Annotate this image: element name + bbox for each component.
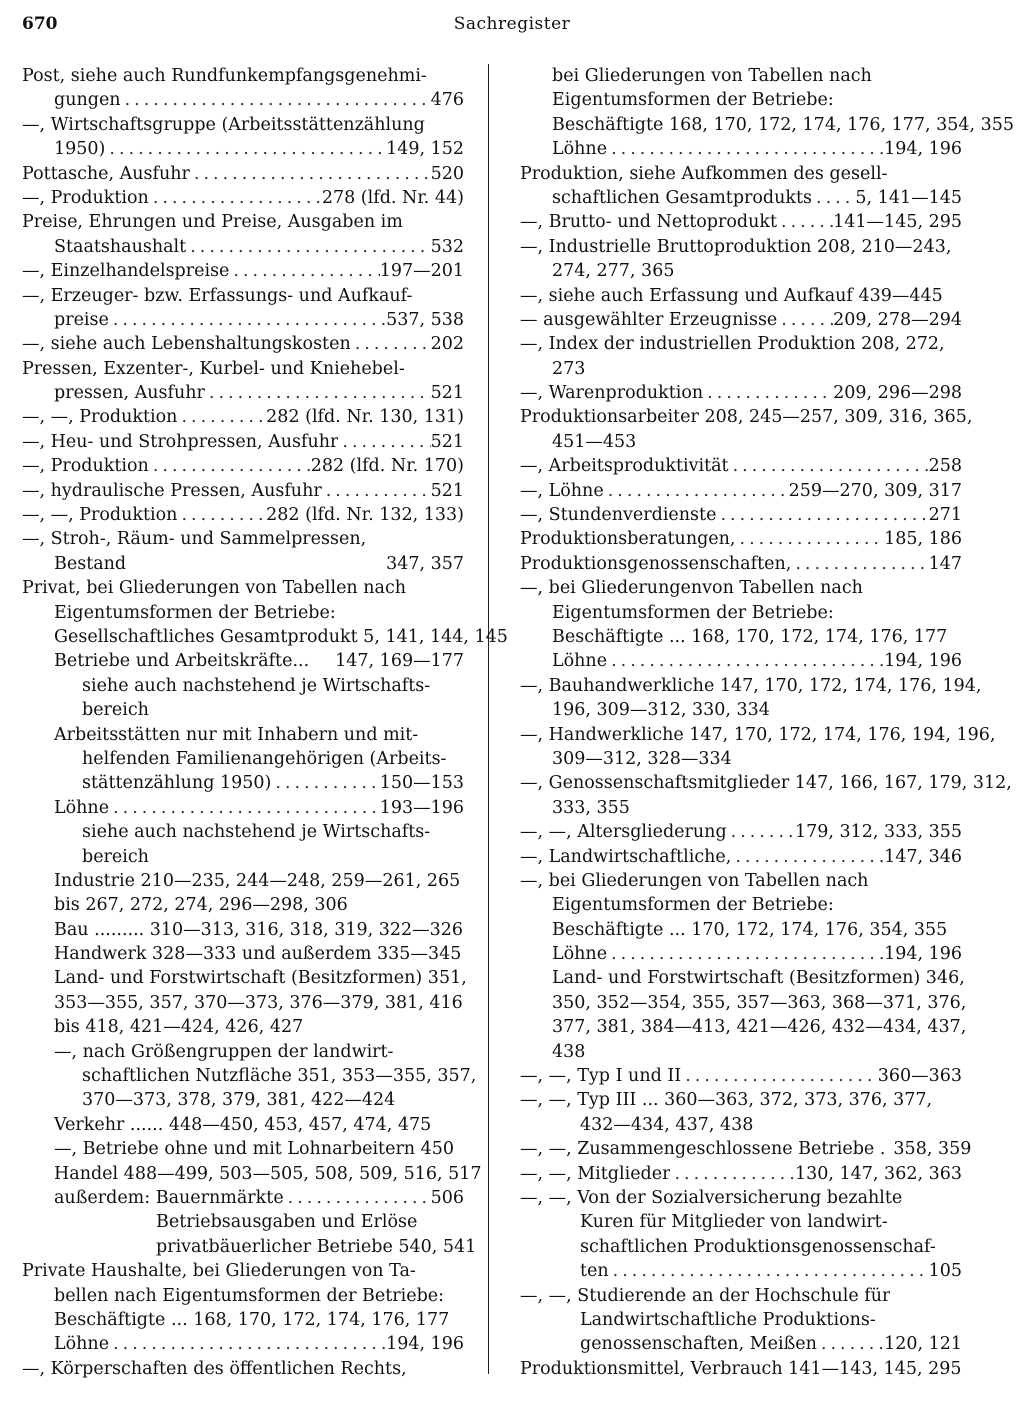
index-entry-text: privatbäuerlicher Betriebe 540, 541: [156, 1236, 477, 1257]
index-entry-text: —, Heu- und Strohpressen, Ausfuhr: [22, 431, 339, 452]
index-entry-text: —, —, Altersgliederung: [520, 822, 727, 843]
index-entry: [22, 527, 464, 551]
index-entry: [520, 1040, 962, 1064]
index-entry-text: 353—355, 357, 370—373, 376—379, 381, 416: [54, 992, 463, 1013]
index-entry: [520, 88, 962, 112]
index-entry: [520, 1259, 962, 1283]
index-entry-text: —, Index der industriellen Produktion 208, 272,: [520, 334, 945, 355]
index-entry: [22, 332, 464, 356]
index-entry: [22, 1357, 464, 1381]
index-entry-text: —, nach Größengruppen der landwirt-: [54, 1041, 394, 1062]
index-entry-text: Eigentumsformen der Betriebe:: [552, 90, 834, 111]
index-entry-pages: 5, 141—145: [855, 187, 962, 208]
index-entry-text: siehe auch nachstehend je Wirtschafts-: [82, 675, 431, 696]
index-entry: [520, 820, 962, 844]
index-entry-text: —, —, Studierende an der Hochschule für: [520, 1285, 891, 1306]
leader-dots: [777, 308, 833, 332]
index-entry-pages: 506: [430, 1187, 464, 1208]
index-entry: [520, 796, 962, 820]
index-entry-pages: 150—153: [379, 773, 464, 794]
index-entry-text: —, Betriebe ohne und mit Lohnarbeitern 450: [54, 1139, 455, 1160]
index-entry-text: —, Industrielle Bruttoproduktion 208, 210—243,: [520, 236, 952, 257]
leader-dots: [149, 454, 311, 478]
index-entry-text: Preise, Ehrungen und Preise, Ausgaben im: [22, 212, 403, 233]
leader-dots: [177, 405, 266, 429]
index-entry-text: Produktionsgenossenschaften,: [520, 553, 792, 574]
leader-dots: [812, 186, 855, 210]
index-entry: [520, 503, 962, 527]
leader-dots: [109, 1332, 386, 1356]
index-entry: [22, 430, 464, 454]
index-entry-text: —, Stundenverdienste: [520, 505, 717, 526]
index-entry-text: bereich: [82, 700, 149, 721]
index-entry-text: 274, 277, 365: [552, 261, 675, 282]
index-entry: [22, 991, 464, 1015]
index-entry-pages: 194, 196: [386, 1334, 464, 1355]
index-entry-text: Beschäftigte ... 170, 172, 174, 176, 354, 355: [552, 919, 948, 940]
index-entry: [520, 918, 962, 942]
leader-dots: [609, 1259, 929, 1283]
index-entry: [22, 1040, 464, 1064]
leader-dots: [284, 1186, 431, 1210]
index-entry: [22, 454, 464, 478]
index-entry-pages: 532: [430, 236, 464, 257]
leader-dots: [149, 186, 322, 210]
index-entry-pages: 271: [928, 505, 962, 526]
index-entry: [520, 625, 962, 649]
index-entry: [520, 405, 973, 429]
index-entry-pages: 521: [430, 383, 464, 404]
index-entry: [22, 1259, 464, 1283]
index-entry-text: Pressen, Exzenter-, Kurbel- und Kniehebel-: [22, 358, 405, 379]
index-entry-pages: 282 (lfd. Nr. 130, 131): [266, 407, 464, 428]
index-entry: [520, 649, 962, 673]
index-entry: [22, 820, 464, 844]
index-entry: [520, 113, 1015, 137]
index-entry-text: außerdem: Bauernmärkte: [54, 1187, 284, 1208]
index-entry: [520, 601, 962, 625]
index-entry-pages: 476: [430, 90, 464, 111]
leader-dots: [777, 210, 833, 234]
index-entry-text: Produktion, siehe Aufkommen des gesell-: [520, 163, 888, 184]
index-entry-text: Handwerk 328—333 und außerdem 335—345: [54, 944, 462, 965]
index-entry-pages: 209, 296—298: [833, 383, 962, 404]
index-entry-text: bellen nach Eigentumsformen der Betriebe:: [54, 1285, 445, 1306]
index-entry-text: schaftlichen Produktionsgenossenschaf-: [580, 1236, 936, 1257]
index-entry: [22, 698, 464, 722]
leader-dots: [670, 1162, 795, 1186]
leader-dots: [351, 332, 431, 356]
index-entry: [520, 137, 962, 161]
index-entry: [22, 1186, 464, 1210]
index-entry-text: bis 267, 272, 274, 296—298, 306: [54, 895, 348, 916]
index-entry-text: Bau ......... 310—313, 316, 318, 319, 322—326: [54, 919, 464, 940]
index-entry-text: Kuren für Mitglieder von landwirt-: [580, 1212, 888, 1233]
index-entry: [520, 186, 962, 210]
index-entry-text: Eigentumsformen der Betriebe:: [54, 602, 336, 623]
index-entry-pages: 358, 359: [893, 1139, 972, 1160]
index-entry-text: Privat, bei Gliederungen von Tabellen nach: [22, 578, 407, 599]
index-entry-text: Bestand: [54, 553, 127, 574]
index-entry-text: —, —, Produktion: [22, 505, 178, 526]
index-entry-pages: 147: [928, 553, 962, 574]
index-entry-text: —, Löhne: [520, 480, 604, 501]
index-entry-text: siehe auch nachstehend je Wirtschafts-: [82, 822, 431, 843]
index-entry: [22, 1210, 464, 1234]
index-entry-text: —, Einzelhandelspreise: [22, 261, 230, 282]
index-entry: [520, 1284, 962, 1308]
index-entry: [520, 479, 962, 503]
index-entry-text: 438: [552, 1041, 586, 1062]
index-entry: [520, 723, 996, 747]
index-entry-pages: 202: [430, 334, 464, 355]
leader-dots: [190, 162, 431, 186]
index-entry: [22, 1162, 482, 1186]
index-entry: [520, 771, 1012, 795]
index-entry-text: Löhne: [552, 139, 608, 160]
index-entry: [22, 503, 464, 527]
index-entry: [520, 1235, 962, 1259]
index-entry: [22, 1088, 464, 1112]
index-entry: [520, 1113, 962, 1137]
index-entry-text: bereich: [82, 846, 149, 867]
index-entry: [22, 1137, 464, 1161]
index-entry: [520, 552, 962, 576]
index-entry: [520, 1210, 962, 1234]
index-entry-text: 333, 355: [552, 797, 630, 818]
index-entry: [22, 966, 467, 990]
index-entry-pages: 147, 346: [884, 846, 962, 867]
index-entry: [22, 674, 464, 698]
index-entry-text: Landwirtschaftliche Produktions-: [580, 1309, 876, 1330]
index-entry: [22, 186, 464, 210]
page-header: Sachregister: [453, 14, 571, 34]
index-entry-text: schaftlichen Nutzfläche 351, 353—355, 357,: [82, 1066, 477, 1087]
index-entry: [520, 942, 962, 966]
leader-dots: [109, 308, 386, 332]
index-entry-text: Land- und Forstwirtschaft (Besitzformen) 351,: [54, 968, 467, 989]
leader-dots: [604, 479, 789, 503]
index-entry-text: Beschäftigte ... 168, 170, 172, 174, 176, 177: [552, 626, 948, 647]
index-entry-text: 451—453: [552, 431, 637, 452]
leader-dots: [817, 1332, 884, 1356]
index-entry-pages: 282 (lfd. Nr. 132, 133): [266, 505, 464, 526]
index-entry: [22, 405, 464, 429]
index-entry: [520, 454, 962, 478]
index-entry-text: —, bei Gliederungenvon Tabellen nach: [520, 578, 863, 599]
index-entry-text: Betriebsausgaben und Erlöse: [156, 1212, 418, 1233]
index-entry-pages: 141—145, 295: [833, 212, 962, 233]
index-entry: [520, 1332, 962, 1356]
index-entry: [22, 1113, 464, 1137]
index-entry: [520, 1186, 962, 1210]
index-entry-text: 196, 309—312, 330, 334: [552, 700, 770, 721]
leader-dots: [607, 649, 884, 673]
index-entry-text: — ausgewählter Erzeugnisse: [520, 309, 778, 330]
index-entry-text: 432—434, 437, 438: [580, 1114, 754, 1135]
index-entry-text: helfenden Familienangehörigen (Arbeits-: [82, 748, 447, 769]
index-entry-pages: 185, 186: [884, 529, 962, 550]
index-entry: [22, 625, 508, 649]
index-entry: [22, 235, 464, 259]
leader-dots: [729, 454, 929, 478]
index-entry-text: genossenschaften, Meißen: [580, 1334, 817, 1355]
index-entry-pages: 521: [430, 431, 464, 452]
index-entry-text: —, —, Typ I und II: [520, 1066, 682, 1087]
index-entry-text: gungen: [54, 90, 121, 111]
index-column-right: [520, 64, 1015, 1381]
column-divider: [488, 64, 489, 1374]
index-entry: [22, 869, 464, 893]
index-entry-text: 273: [552, 358, 586, 379]
index-entry: [520, 162, 962, 186]
index-entry: [520, 698, 962, 722]
leader-dots: [607, 942, 884, 966]
index-entry-text: —, siehe auch Erfassung und Aufkauf 439—445: [520, 285, 943, 306]
leader-dots: [703, 381, 833, 405]
index-entry: [520, 845, 962, 869]
index-entry: [22, 747, 464, 771]
leader-dots: [271, 771, 379, 795]
index-entry: [520, 210, 962, 234]
index-entry: [520, 430, 962, 454]
index-entry-pages: 147, 169—177: [335, 651, 464, 672]
index-entry-text: —, Körperschaften des öffentlichen Rechts,: [22, 1358, 407, 1379]
index-entry-text: Betriebe und Arbeitskräfte...: [54, 651, 310, 672]
index-entry-text: Produktionsberatungen,: [520, 529, 736, 550]
index-entry-pages: 282 (lfd. Nr. 170): [310, 456, 464, 477]
index-entry-text: Land- und Forstwirtschaft (Besitzformen) 346,: [552, 968, 965, 989]
index-entry-text: Eigentumsformen der Betriebe:: [552, 895, 834, 916]
leader-dots: [736, 527, 885, 551]
index-entry-pages: 209, 278—294: [833, 309, 962, 330]
index-entry: [22, 649, 464, 673]
leader-dots: [205, 381, 431, 405]
index-entry-text: Verkehr ...... 448—450, 453, 457, 474, 475: [54, 1114, 432, 1135]
index-entry: [22, 479, 464, 503]
index-entry: [520, 357, 962, 381]
index-entry: [520, 64, 962, 88]
index-entry-pages: 130, 147, 362, 363: [795, 1163, 962, 1184]
index-entry-text: ten: [580, 1261, 609, 1282]
leader-dots: [177, 503, 266, 527]
index-entry-text: Industrie 210—235, 244—248, 259—261, 265: [54, 870, 461, 891]
leader-dots: [322, 479, 431, 503]
leader-dots: [121, 88, 431, 112]
index-entry-pages: 194, 196: [884, 139, 962, 160]
index-entry-pages: 105: [928, 1261, 962, 1282]
index-entry-text: 370—373, 378, 379, 381, 422—424: [82, 1090, 396, 1111]
index-entry-text: Post, siehe auch Rundfunkempfangsgenehmi-: [22, 66, 427, 86]
index-entry-text: —, Bauhandwerkliche 147, 170, 172, 174, 176, 194,: [520, 675, 982, 696]
index-entry-pages: 194, 196: [884, 651, 962, 672]
index-entry: [22, 162, 464, 186]
index-entry-text: Löhne: [54, 797, 110, 818]
index-entry-pages: 120, 121: [884, 1334, 962, 1355]
index-entry: [520, 381, 962, 405]
index-entry: [520, 1137, 972, 1161]
index-entry-text: —, Landwirtschaftliche,: [520, 846, 732, 867]
index-entry-text: —, Handwerkliche 147, 170, 172, 174, 176, 194, 196,: [520, 724, 996, 745]
index-entry-text: Beschäftigte ... 168, 170, 172, 174, 176, 177: [54, 1309, 450, 1330]
index-entry-text: 1950): [54, 139, 106, 160]
leader-dots: [607, 137, 884, 161]
index-entry-text: —, —, Zusammengeschlossene Betriebe .: [520, 1139, 886, 1160]
index-entry-text: 309—312, 328—334: [552, 748, 732, 769]
index-entry-text: —, Arbeitsproduktivität: [520, 456, 729, 477]
index-entry-text: —, bei Gliederungen von Tabellen nach: [520, 870, 869, 891]
index-entry-text: —, Wirtschaftsgruppe (Arbeitsstättenzählung: [22, 114, 425, 135]
index-entry: [520, 747, 962, 771]
index-entry-text: 350, 352—354, 355, 357—363, 368—371, 376,: [552, 992, 967, 1013]
index-entry: [22, 918, 464, 942]
index-entry: [22, 1332, 464, 1356]
index-entry-text: Pottasche, Ausfuhr: [22, 163, 190, 184]
index-entry: [520, 1015, 967, 1039]
index-entry: [520, 674, 982, 698]
index-entry: [22, 1235, 477, 1259]
index-entry-text: —, Erzeuger- bzw. Erfassungs- und Aufkauf-: [22, 285, 413, 306]
index-entry: [520, 1064, 962, 1088]
index-entry: [520, 308, 962, 332]
index-entry: [520, 893, 962, 917]
index-entry-pages: 193—196: [379, 797, 464, 818]
index-entry: [22, 796, 464, 820]
index-entry-text: Produktionsarbeiter 208, 245—257, 309, 316, 365,: [520, 407, 973, 428]
leader-dots: [229, 259, 379, 283]
index-entry-text: Löhne: [54, 1334, 110, 1355]
index-entry-text: preise: [54, 309, 109, 330]
index-column-left: [22, 64, 508, 1381]
index-entry: [520, 235, 962, 259]
index-entry: [22, 576, 464, 600]
index-entry: [22, 308, 464, 332]
index-entry-text: —, Genossenschaftsmitglieder 147, 166, 167, 179, 312,: [520, 773, 1012, 794]
index-entry-pages: 149, 152: [386, 139, 464, 160]
index-entry: [520, 332, 962, 356]
index-entry: [22, 210, 464, 234]
index-entry: [520, 991, 967, 1015]
leader-dots: [186, 235, 430, 259]
index-entry-text: —, Stroh-, Räum- und Sammelpressen,: [22, 529, 367, 550]
index-entry-pages: 278 (lfd. Nr. 44): [321, 187, 464, 208]
leader-dots: [105, 137, 386, 161]
index-entry: [520, 1357, 962, 1381]
index-entry-text: Staatshaushalt: [54, 236, 187, 257]
index-entry: [520, 527, 962, 551]
index-entry-text: Arbeitsstätten nur mit Inhabern und mit-: [54, 724, 419, 745]
index-entry: [22, 601, 464, 625]
index-entry-text: —, siehe auch Lebenshaltungskosten: [22, 334, 351, 355]
leader-dots: [731, 845, 884, 869]
index-entry: [22, 723, 464, 747]
index-entry-text: —, hydraulische Pressen, Ausfuhr: [22, 480, 322, 501]
index-entry-pages: 179, 312, 333, 355: [795, 822, 962, 843]
index-entry-pages: 521: [430, 480, 464, 501]
index-entry-text: Gesellschaftliches Gesamtprodukt 5, 141, 144, 145: [54, 626, 508, 647]
index-entry: [520, 1088, 962, 1112]
index-entry-text: —, —, Von der Sozialversicherung bezahlte: [520, 1187, 903, 1208]
index-entry: [22, 942, 464, 966]
index-entry-text: Produktionsmittel, Verbrauch 141—143, 145, 295: [520, 1358, 962, 1379]
index-entry-text: Private Haushalte, bei Gliederungen von Ta-: [22, 1261, 416, 1282]
index-entry: [22, 1284, 464, 1308]
index-entry-pages: 520: [430, 163, 464, 184]
index-entry-pages: 258: [928, 456, 962, 477]
page-number: 670: [22, 14, 58, 34]
index-entry: [22, 113, 464, 137]
index-entry-text: —, Brutto- und Nettoprodukt: [520, 212, 777, 233]
leader-dots: [109, 796, 380, 820]
index-entry-pages: 197—201: [379, 261, 464, 282]
index-entry: [22, 88, 464, 112]
index-entry-text: Eigentumsformen der Betriebe:: [552, 602, 834, 623]
index-entry: [22, 1064, 477, 1088]
index-entry-text: 377, 381, 384—413, 421—426, 432—434, 437,: [552, 1017, 967, 1038]
index-entry: [22, 259, 464, 283]
index-entry-text: Beschäftigte 168, 170, 172, 174, 176, 177, 354, 355: [552, 114, 1015, 135]
index-entry: [22, 381, 464, 405]
index-entry: [22, 64, 464, 88]
index-entry-text: —, —, Mitglieder: [520, 1163, 671, 1184]
index-entry-text: —, Produktion: [22, 187, 149, 208]
leader-dots: [791, 552, 928, 576]
index-entry-text: —, —, Typ III ... 360—363, 372, 373, 376, 377,: [520, 1090, 933, 1111]
index-entry: [520, 284, 962, 308]
index-entry: [22, 284, 464, 308]
index-entry: [520, 1308, 962, 1332]
index-entry: [22, 771, 464, 795]
index-entry-pages: 194, 196: [884, 944, 962, 965]
index-entry: [22, 845, 464, 869]
index-entry-text: —, —, Produktion: [22, 407, 178, 428]
index-entry: [520, 869, 962, 893]
index-entry: [22, 137, 464, 161]
index-entry-text: —, Produktion: [22, 456, 149, 477]
leader-dots: [338, 430, 430, 454]
leader-dots: [716, 503, 928, 527]
index-entry: [22, 1015, 464, 1039]
index-entry: [520, 259, 962, 283]
index-entry: [22, 357, 464, 381]
index-entry-text: —, Warenproduktion: [520, 383, 704, 404]
index-entry-text: stättenzählung 1950): [82, 773, 272, 794]
index-entry: [22, 552, 464, 576]
index-entry-text: pressen, Ausfuhr: [54, 383, 205, 404]
index-entry-text: Handel 488—499, 503—505, 508, 509, 516, 517: [54, 1163, 482, 1184]
index-entry-pages: 259—270, 309, 317: [788, 480, 962, 501]
index-entry: [22, 1308, 464, 1332]
index-entry-text: schaftlichen Gesamtprodukts: [552, 187, 813, 208]
index-entry: [520, 576, 962, 600]
index-entry: [520, 966, 965, 990]
index-entry-text: bis 418, 421—424, 426, 427: [54, 1017, 304, 1038]
index-entry-text: bei Gliederungen von Tabellen nach: [552, 66, 872, 86]
index-entry-text: Löhne: [552, 944, 608, 965]
index-entry-pages: 347, 357: [386, 553, 464, 574]
index-entry: [22, 893, 464, 917]
index-entry-pages: 360—363: [877, 1066, 962, 1087]
leader-dots: [681, 1064, 878, 1088]
index-entry-text: Löhne: [552, 651, 608, 672]
leader-dots: [727, 820, 795, 844]
index-entry: [520, 1162, 962, 1186]
index-entry-pages: 537, 538: [386, 309, 464, 330]
